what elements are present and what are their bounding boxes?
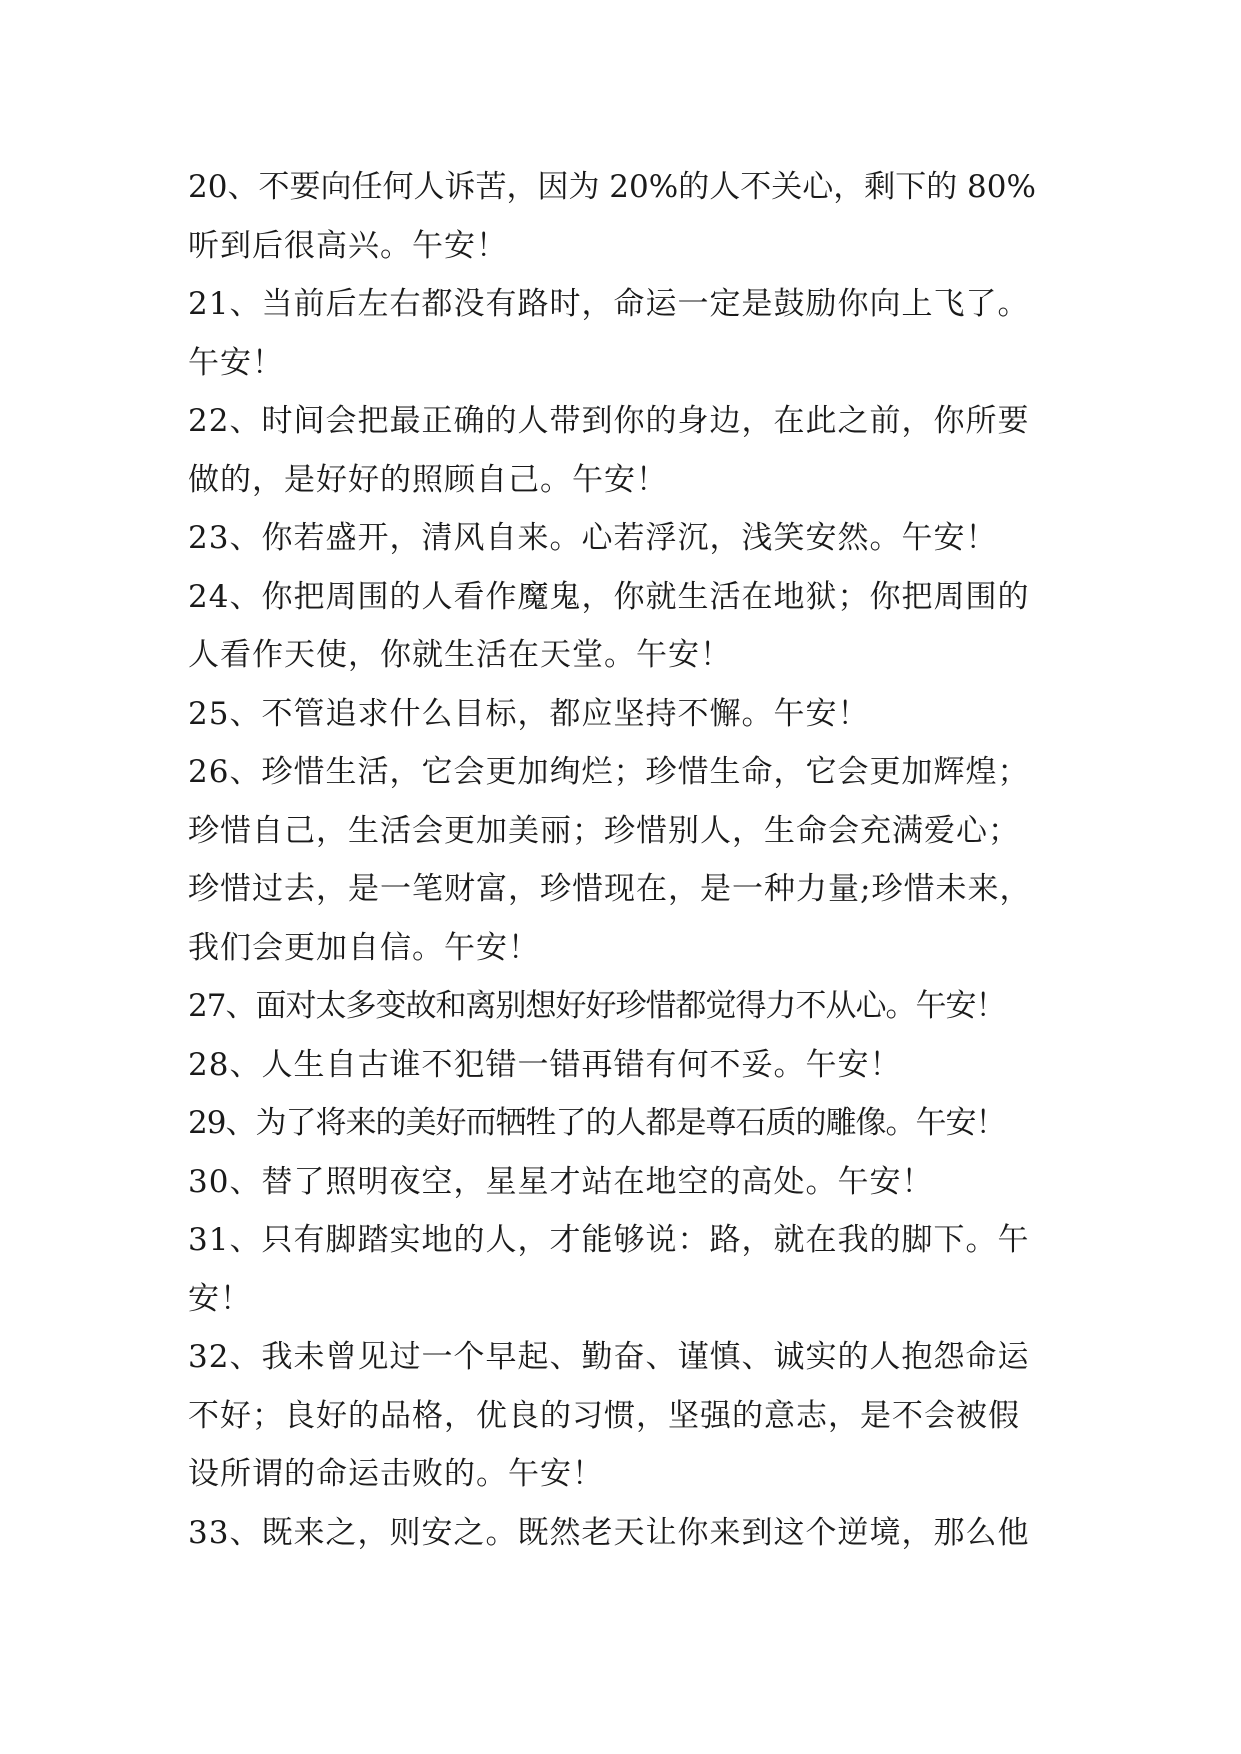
text-line: 28、人生自古谁不犯错一错再错有何不妥。午安！: [188, 1046, 902, 1083]
text-line: 25、不管追求什么目标，都应坚持不懈。午安！: [188, 695, 870, 732]
text-line: 33、既来之，则安之。既然老天让你来到这个逆境，那么他: [188, 1514, 1030, 1551]
text-line: 27、面对太多变故和离别想好好珍惜都觉得力不从心。午安！: [188, 988, 1006, 1024]
text-line: 珍惜过去，是一笔财富，珍惜现在，是一种力量;珍惜未来，: [188, 871, 1032, 907]
text-line: 听到后很高兴。午安！: [188, 227, 508, 264]
text-line: 22、时间会把最正确的人带到你的身边，在此之前，你所要: [188, 403, 1030, 439]
text-line: 20、不要向任何人诉苦，因为 20%的人不关心，剩下的 80%: [188, 169, 1036, 205]
text-line: 我们会更加自信。午安！: [188, 929, 540, 966]
text-line: 21、当前后左右都没有路时，命运一定是鼓励你向上飞了。: [188, 286, 1030, 322]
document-body: [188, 158, 1058, 1562]
text-line: 26、珍惜生活，它会更加绚烂；珍惜生命，它会更加辉煌；: [188, 754, 1030, 790]
text-line: 不好；良好的品格，优良的习惯，坚强的意志，是不会被假: [188, 1397, 1020, 1434]
text-line: 23、你若盛开，清风自来。心若浮沉，浅笑安然。午安！: [188, 520, 998, 556]
text-line: 设所谓的命运击败的。午安！: [188, 1456, 604, 1492]
text-line: 做的，是好好的照顾自己。午安！: [188, 461, 668, 498]
text-line: 31、只有脚踏实地的人，才能够说：路，就在我的脚下。午: [188, 1222, 1030, 1258]
text-line: 珍惜自己，生活会更加美丽；珍惜别人，生命会充满爱心；: [188, 812, 1020, 849]
text-line: 人看作天使，你就生活在天堂。午安！: [188, 637, 732, 673]
text-line: 29、为了将来的美好而牺牲了的人都是尊石质的雕像。午安！: [188, 1105, 1006, 1141]
text-line: 午安！: [188, 344, 284, 381]
text-line: 30、替了照明夜空，星星才站在地空的高处。午安！: [188, 1163, 934, 1200]
text-line: 安！: [188, 1280, 252, 1317]
text-line: 32、我未曾见过一个早起、勤奋、谨慎、诚实的人抱怨命运: [188, 1339, 1030, 1375]
text-line: 24、你把周围的人看作魔鬼，你就生活在地狱；你把周围的: [188, 578, 1030, 615]
